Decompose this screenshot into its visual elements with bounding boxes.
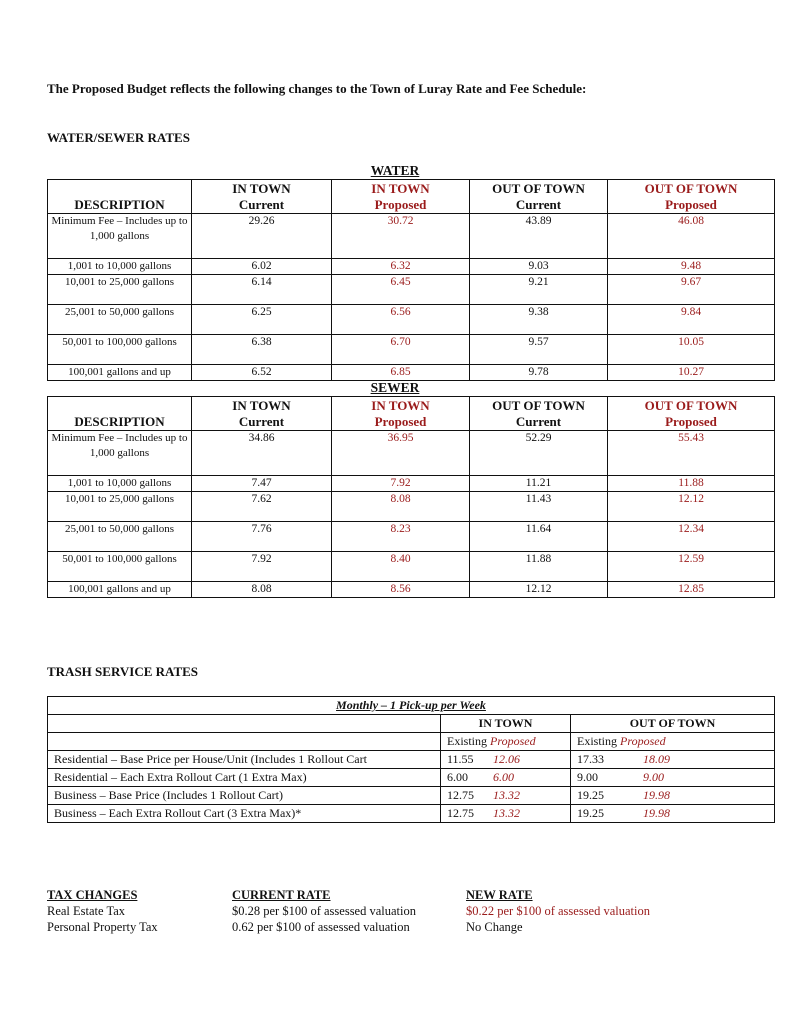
proposed-header: Proposed <box>374 414 427 429</box>
trash-out-of-town-header: OUT OF TOWN <box>571 715 775 733</box>
tax-name: Real Estate Tax <box>47 904 126 918</box>
out-of-town-header: OUT OF TOWN <box>644 181 738 196</box>
out-of-town-proposed: 9.67 <box>608 275 775 305</box>
in-town-existing: 12.75 <box>447 788 474 802</box>
in-town-current: 6.38 <box>192 335 332 365</box>
trash-heading: TRASH SERVICE RATES <box>47 664 199 679</box>
in-town-existing: 12.75 <box>447 806 474 820</box>
in-town-header: IN TOWN <box>371 181 430 196</box>
sewer-title: SEWER <box>370 380 420 395</box>
table-row <box>48 751 775 769</box>
out-of-town-current: 9.78 <box>470 365 608 381</box>
out-of-town-proposed: 11.88 <box>608 476 775 492</box>
in-town-proposed: 12.06 <box>493 752 520 766</box>
table-row <box>48 365 775 381</box>
out-of-town-proposed: 19.98 <box>643 788 670 802</box>
in-town-proposed: 6.70 <box>332 335 470 365</box>
in-town-header: IN TOWN <box>232 181 291 196</box>
in-town-current: 34.86 <box>192 431 332 476</box>
out-of-town-proposed: 10.05 <box>608 335 775 365</box>
existing-label: Existing <box>577 734 618 748</box>
table-row <box>48 805 775 823</box>
current-header: Current <box>515 197 562 212</box>
in-town-proposed: 8.40 <box>332 552 470 582</box>
current-header: Current <box>515 414 562 429</box>
out-of-town-proposed: 10.27 <box>608 365 775 381</box>
in-town-current: 7.62 <box>192 492 332 522</box>
in-town-existing: 11.55 <box>447 752 474 766</box>
tax-name-column <box>47 887 158 935</box>
in-town-proposed: 6.56 <box>332 305 470 335</box>
trash-description: Business – Each Extra Rollout Cart (3 Extra Max)* <box>48 805 441 823</box>
trash-banner: Monthly – 1 Pick-up per Week <box>48 697 775 715</box>
out-of-town-proposed: 12.34 <box>608 522 775 552</box>
out-of-town-current: 9.57 <box>470 335 608 365</box>
table-row <box>48 769 775 787</box>
water-title: WATER <box>370 163 420 178</box>
row-description: 50,001 to 100,000 gallons <box>48 552 192 582</box>
out-of-town-current: 12.12 <box>470 582 608 598</box>
in-town-current: 7.76 <box>192 522 332 552</box>
in-town-proposed: 30.72 <box>332 214 470 259</box>
out-of-town-proposed: 46.08 <box>608 214 775 259</box>
out-of-town-current: 11.64 <box>470 522 608 552</box>
table-row <box>48 552 775 582</box>
in-town-proposed: 13.32 <box>493 788 520 802</box>
in-town-current: 7.92 <box>192 552 332 582</box>
tax-new-rate: No Change <box>466 920 523 934</box>
in-town-current: 6.02 <box>192 259 332 275</box>
trash-header-row <box>48 715 775 733</box>
out-of-town-current: 52.29 <box>470 431 608 476</box>
table-row <box>48 275 775 305</box>
current-header: Current <box>238 197 285 212</box>
in-town-current: 7.47 <box>192 476 332 492</box>
description-header: DESCRIPTION <box>74 197 165 212</box>
out-of-town-proposed: 12.59 <box>608 552 775 582</box>
table-row <box>48 431 775 476</box>
trash-table <box>47 696 775 823</box>
out-of-town-current: 9.21 <box>470 275 608 305</box>
trash-empty-cell <box>48 733 441 751</box>
trash-subheader-row <box>48 733 775 751</box>
intro-text: The Proposed Budget reflects the following changes to the Town of Luray Rate and Fee Schedule: <box>47 81 587 96</box>
table-row <box>48 787 775 805</box>
in-town-proposed: 8.56 <box>332 582 470 598</box>
new-rate-header: NEW RATE <box>466 888 533 902</box>
table-row <box>48 492 775 522</box>
row-description: 1,001 to 10,000 gallons <box>48 476 192 492</box>
table-row <box>48 522 775 552</box>
proposed-label: Proposed <box>490 734 536 748</box>
table-row <box>48 582 775 598</box>
existing-label: Existing <box>447 734 488 748</box>
trash-empty-cell <box>48 715 441 733</box>
in-town-current: 8.08 <box>192 582 332 598</box>
in-town-existing: 6.00 <box>447 770 468 784</box>
sewer-table <box>47 396 775 598</box>
row-description: 10,001 to 25,000 gallons <box>48 492 192 522</box>
tax-current-column <box>232 887 416 935</box>
table-row <box>48 476 775 492</box>
row-description: 10,001 to 25,000 gallons <box>48 275 192 305</box>
out-of-town-proposed: 9.48 <box>608 259 775 275</box>
water-header-row <box>48 180 775 214</box>
in-town-proposed: 13.32 <box>493 806 520 820</box>
trash-description: Business – Base Price (Includes 1 Rollout Cart) <box>48 787 441 805</box>
in-town-proposed: 8.08 <box>332 492 470 522</box>
in-town-current: 6.52 <box>192 365 332 381</box>
proposed-header: Proposed <box>665 197 717 212</box>
tax-new-rate: $0.22 per $100 of assessed valuation <box>466 904 650 918</box>
tax-name: Personal Property Tax <box>47 920 158 934</box>
in-town-proposed: 8.23 <box>332 522 470 552</box>
out-of-town-current: 43.89 <box>470 214 608 259</box>
water-sewer-heading: WATER/SEWER RATES <box>47 130 190 145</box>
trash-banner-row <box>48 697 775 715</box>
in-town-proposed: 6.85 <box>332 365 470 381</box>
in-town-header: IN TOWN <box>232 398 291 413</box>
proposed-label: Proposed <box>620 734 666 748</box>
in-town-proposed: 6.32 <box>332 259 470 275</box>
out-of-town-existing: 19.25 <box>577 788 604 802</box>
row-description: 100,001 gallons and up <box>48 365 192 381</box>
in-town-current: 29.26 <box>192 214 332 259</box>
row-description: Minimum Fee – Includes up to 1,000 gallons <box>48 431 192 476</box>
in-town-proposed: 6.00 <box>493 770 514 784</box>
table-row <box>48 335 775 365</box>
tax-current-rate: 0.62 per $100 of assessed valuation <box>232 920 410 934</box>
in-town-proposed: 36.95 <box>332 431 470 476</box>
row-description: 1,001 to 10,000 gallons <box>48 259 192 275</box>
out-of-town-existing: 17.33 <box>577 752 604 766</box>
in-town-proposed: 6.45 <box>332 275 470 305</box>
in-town-current: 6.14 <box>192 275 332 305</box>
out-of-town-proposed: 55.43 <box>608 431 775 476</box>
in-town-proposed: 7.92 <box>332 476 470 492</box>
row-description: 100,001 gallons and up <box>48 582 192 598</box>
trash-in-town-header: IN TOWN <box>441 715 571 733</box>
out-of-town-existing: 19.25 <box>577 806 604 820</box>
tax-new-column <box>466 887 650 935</box>
out-of-town-proposed: 9.84 <box>608 305 775 335</box>
out-of-town-proposed: 12.12 <box>608 492 775 522</box>
out-of-town-proposed: 18.09 <box>643 752 670 766</box>
out-of-town-existing: 9.00 <box>577 770 598 784</box>
out-of-town-proposed: 19.98 <box>643 806 670 820</box>
table-row <box>48 214 775 259</box>
table-row <box>48 305 775 335</box>
current-header: Current <box>238 414 285 429</box>
tax-current-rate: $0.28 per $100 of assessed valuation <box>232 904 416 918</box>
out-of-town-current: 9.38 <box>470 305 608 335</box>
row-description: 25,001 to 50,000 gallons <box>48 522 192 552</box>
table-row <box>48 259 775 275</box>
out-of-town-current: 11.21 <box>470 476 608 492</box>
in-town-header: IN TOWN <box>371 398 430 413</box>
proposed-header: Proposed <box>374 197 427 212</box>
in-town-current: 6.25 <box>192 305 332 335</box>
proposed-header: Proposed <box>665 414 717 429</box>
row-description: 25,001 to 50,000 gallons <box>48 305 192 335</box>
row-description: Minimum Fee – Includes up to 1,000 gallons <box>48 214 192 259</box>
out-of-town-proposed: 12.85 <box>608 582 775 598</box>
out-of-town-header: OUT OF TOWN <box>644 398 738 413</box>
row-description: 50,001 to 100,000 gallons <box>48 335 192 365</box>
trash-description: Residential – Base Price per House/Unit (Includes 1 Rollout Cart <box>48 751 441 769</box>
out-of-town-current: 9.03 <box>470 259 608 275</box>
current-rate-header: CURRENT RATE <box>232 888 331 902</box>
sewer-header-row <box>48 397 775 431</box>
water-table <box>47 179 775 381</box>
out-of-town-current: 11.88 <box>470 552 608 582</box>
out-of-town-header: OUT OF TOWN <box>492 398 585 413</box>
trash-description: Residential – Each Extra Rollout Cart (1 Extra Max) <box>48 769 441 787</box>
out-of-town-proposed: 9.00 <box>643 770 664 784</box>
out-of-town-header: OUT OF TOWN <box>492 181 585 196</box>
tax-changes-header: TAX CHANGES <box>47 888 138 902</box>
description-header: DESCRIPTION <box>74 414 165 429</box>
out-of-town-current: 11.43 <box>470 492 608 522</box>
